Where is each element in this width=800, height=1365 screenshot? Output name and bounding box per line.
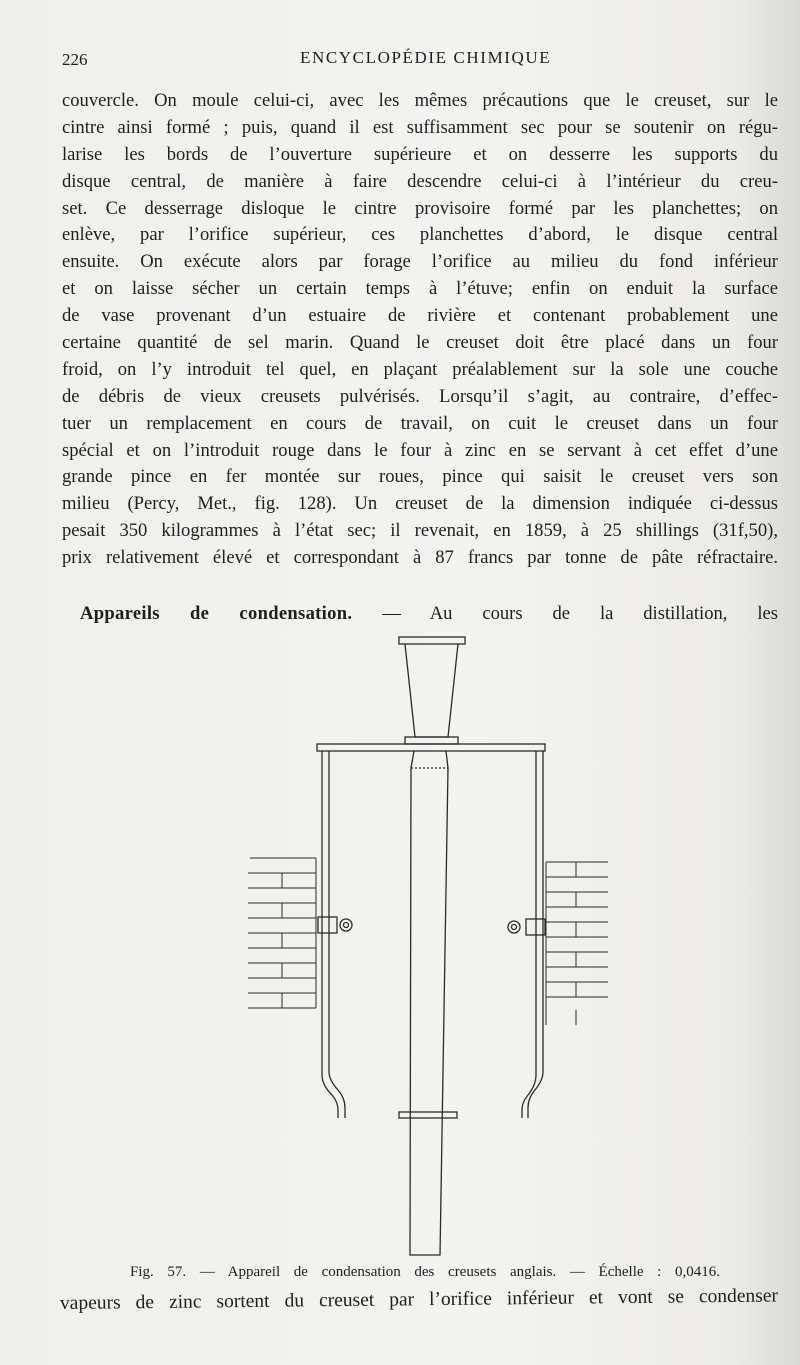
section-text: — Au cours de la distillation, les [382, 603, 778, 624]
funnel [399, 637, 465, 744]
text-line: set. Ce desserrage disloque le cintre provisoire formé par les planchettes; on [62, 197, 778, 219]
page-number: 226 [62, 50, 88, 69]
section-heading: Appareils de condensation. [80, 603, 353, 624]
right-brick-wall [546, 862, 608, 1025]
text-line: et on laisse sécher un certain temps à l’étuve; enfin on enduit la surface [62, 278, 778, 300]
text-line: larise les bords de l’ouverture supérieure et on desserre les supports du [62, 143, 778, 165]
left-support-bar [318, 751, 352, 1118]
figure-caption: Fig. 57. — Appareil de condensation des creusets anglais. — Échelle : 0,0416. [130, 1264, 720, 1280]
text-line: certaine quantité de sel marin. Quand le creuset doit être placé dans un four [62, 332, 778, 354]
text-line: grande pince en fer montée sur roues, pince qui saisit le creuset vers son [62, 466, 778, 488]
text-line: couvercle. On moule celui-ci, avec les mêmes précautions que le creuset, sur le [62, 90, 778, 111]
text-line: prix relativement élevé et correspondant à 87 francs par tonne de pâte réfractaire. [62, 547, 778, 569]
text-line: disque central, de manière à faire descendre celui-ci à l’intérieur du creu- [62, 170, 778, 192]
text-line: pesait 350 kilogrammes à l’état sec; il revenait, en 1859, à 25 shillings (31f,50), [62, 520, 778, 542]
text-line: ensuite. On exécute alors par forage l’orifice au milieu du fond inférieur [62, 251, 778, 273]
text-line: milieu (Percy, Met., fig. 128). Un creuset de la dimension indiquée ci-dessus [62, 493, 778, 515]
text-line: de débris de vieux creusets pulvérisés. Lorsqu’il s’agit, au contraire, d’effec- [62, 385, 778, 407]
running-title: ENCYCLOPÉDIE CHIMIQUE [300, 48, 552, 67]
text-line: tuer un remplacement en cours de travail, on cuit le creuset dans un four [62, 412, 778, 434]
text-line: spécial et on l’introduit rouge dans le four à zinc en se servant à cet effet d’une [62, 439, 778, 461]
text-line: enlève, par l’orifice supérieur, ces planchettes d’abord, le disque central [62, 224, 778, 246]
condenser-tube [399, 751, 457, 1255]
support-plate [317, 744, 545, 751]
right-support-bar [508, 751, 545, 1118]
continuation-line: vapeurs de zinc sortent du creuset par l’orifice inférieur et vont se condenser [59, 1285, 779, 1314]
left-brick-wall [248, 858, 316, 1008]
text-line: froid, on l’y introduit tel quel, en plaçant préalablement sur la sole une couche [62, 358, 778, 380]
text-line: de vase provenant d’un estuaire de rivière et contenant probablement une [62, 305, 778, 327]
text-line: cintre ainsi formé ; puis, quand il est suffisamment sec pour se soutenir on régu- [62, 116, 778, 138]
